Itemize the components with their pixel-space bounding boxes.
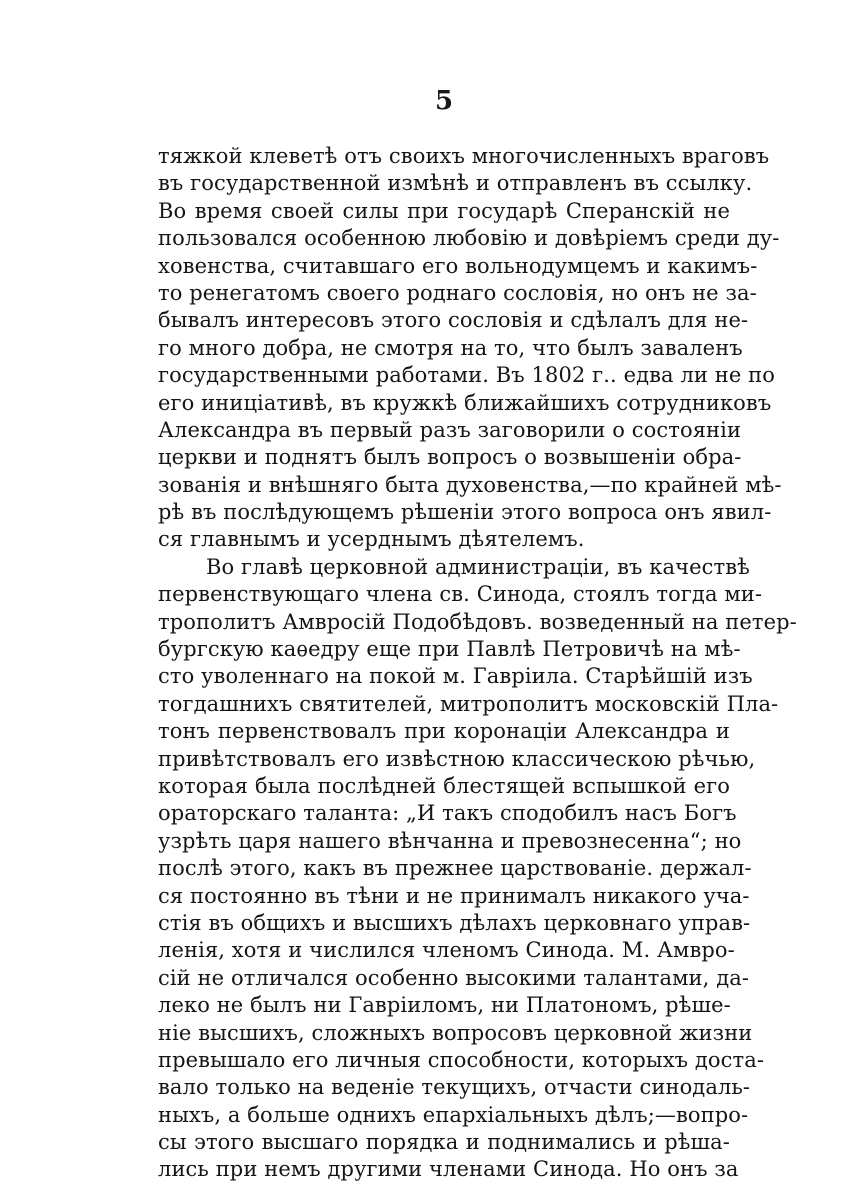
text-line: тогдашнихъ святителей, митрополитъ московскій Пла- [158, 691, 779, 716]
text-line: первенствующаго члена св. Синода, стоялъ тогда ми- [158, 582, 763, 607]
text-line: ніе высшихъ, сложныхъ вопросовъ церковной жизни [158, 1020, 753, 1045]
text-line: превышало его личныя способности, которыхъ доста- [158, 1047, 765, 1072]
text-line: его иниціативѣ, въ кружкѣ ближайшихъ сотрудниковъ [158, 390, 772, 415]
text-line: послѣ этого, какъ въ прежнее царствованіе. держал- [158, 856, 752, 881]
text-line: зованія и внѣшняго быта духовенства,—по крайней мѣ- [158, 472, 782, 497]
text-line: привѣтствовалъ его извѣстною классическою рѣчью, [158, 746, 756, 771]
text-line: Во главѣ церковной администраціи, въ качествѣ [206, 554, 750, 579]
text-line: ся главнымъ и усерднымъ дѣятелемъ. [158, 527, 585, 552]
text-line: сы этого высшаго порядка и поднимались и рѣша- [158, 1130, 730, 1155]
text-line: трополитъ Амвросій Подобѣдовъ. возведенный на петер- [158, 609, 797, 634]
text-line: ныхъ, а больше однихъ епархіальныхъ дѣлъ;—вопро- [158, 1102, 749, 1127]
text-line: узрѣть царя нашего вѣнчанна и превознесенна“; но [158, 828, 742, 853]
text-line: стія въ общихъ и высшихъ дѣлахъ церковнаго управ- [158, 910, 751, 935]
page-number: 5 [434, 86, 454, 116]
text-line: пользовался особенною любовію и довѣріемъ среди ду- [158, 226, 780, 251]
text-line: го много добра, не смотря на то, что былъ заваленъ [158, 335, 743, 360]
text-line: рѣ въ послѣдующемъ рѣшеніи этого вопроса онъ явил- [158, 500, 772, 525]
text-line: ленія, хотя и числился членомъ Синода. М. Амвро- [158, 938, 735, 963]
text-line: ховенства, считавшаго его вольнодумцемъ и какимъ- [158, 253, 758, 278]
text-line: тяжкой клеветѣ отъ своихъ многочисленныхъ враговъ [158, 144, 770, 168]
text-line: леко не былъ ни Гавріиломъ, ни Платономъ, рѣше- [158, 993, 731, 1018]
text-line: ораторскаго таланта: „И такъ сподобилъ насъ Богъ [158, 801, 737, 826]
body-text [158, 143, 797, 1184]
text-line: бургскую каѳедру еще при Павлѣ Петровичѣ на мѣ- [158, 637, 741, 662]
text-line: лись при немъ другими членами Синода. Но онъ за [158, 1157, 739, 1182]
text-line: сій не отличался особенно высокими талантами, да- [158, 965, 750, 990]
text-line: государственными работами. Въ 1802 г.. едва ли не по [158, 363, 776, 388]
text-line: бывалъ интересовъ этого сословія и сдѣлалъ для не- [158, 308, 749, 333]
text-line: тонъ первенствовалъ при коронаціи Александра и [158, 719, 730, 744]
text-line: въ государственной измѣнѣ и отправленъ въ ссылку. [158, 171, 753, 196]
text-line: ся постоянно въ тѣни и не принималъ никакого уча- [158, 883, 750, 908]
text-line: вало только на веденіе текущихъ, отчасти синодаль- [158, 1075, 751, 1100]
paragraph [158, 554, 797, 1184]
text-line: сто уволеннаго на покой м. Гавріила. Старѣйшій изъ [158, 664, 753, 689]
text-line: Александра въ первый разъ заговорили о состояніи [158, 417, 742, 442]
text-line: то ренегатомъ своего роднаго сословія, но онъ не за- [158, 280, 757, 305]
text-line: церкви и поднятъ былъ вопросъ о возвышеніи обра- [158, 445, 742, 470]
text-line: Во время своей силы при государѣ Сперанскій не [158, 198, 730, 223]
text-line: которая была послѣдней блестящей вспышкой его [158, 773, 730, 798]
paragraph [158, 143, 782, 554]
